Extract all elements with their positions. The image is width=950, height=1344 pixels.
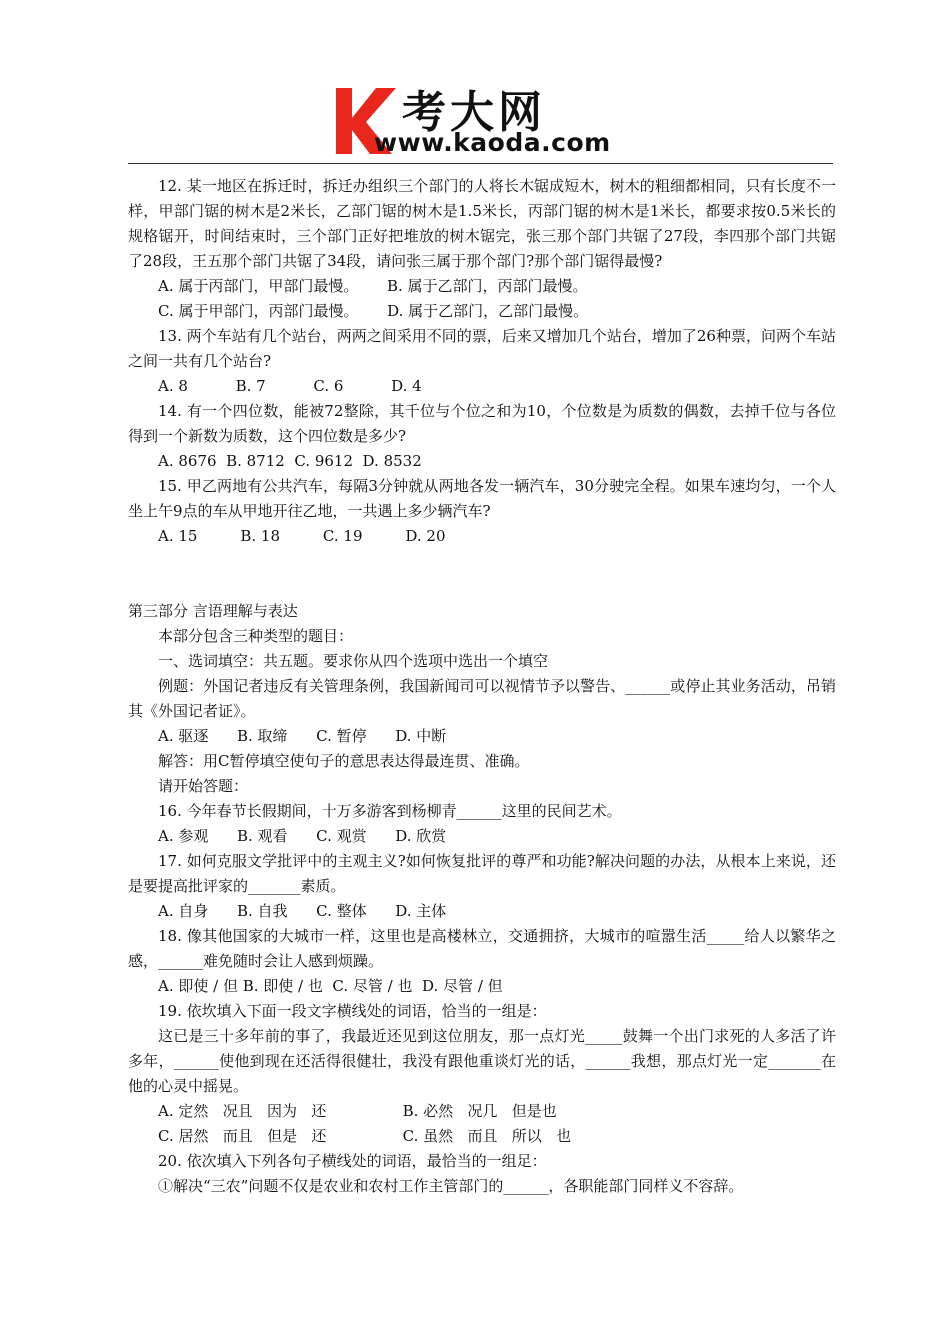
section-gap (128, 549, 836, 599)
question-17-options: A. 自身 B. 自我 C. 整体 D. 主体 (158, 902, 447, 920)
header-divider (128, 163, 833, 164)
example-answer: 解答：用C暂停填空使句子的意思表达得最连贯、准确。 (158, 752, 530, 770)
question-14-options: A. 8676 B. 8712 C. 9612 D. 8532 (158, 452, 422, 470)
logo-chinese-name: 考大网 (402, 87, 546, 138)
kaoda-logo (330, 78, 660, 158)
question-18-stem: 18. 像其他国家的大城市一样，这里也是高楼林立，交通拥挤，大城市的喧嚣生活_____给人以繁华之感，______难免随时会让人感到烦躁。 (128, 927, 836, 970)
question-20-item-1: ①解决“三农”问题不仅是农业和农村工作主管部门的______，各职能部门同样义不容辞。 (158, 1177, 744, 1195)
part-3-title: 第三部分 言语理解与表达 (128, 602, 298, 620)
question-12-stem: 12. 某一地区在拆迁时，拆迁办组织三个部门的人将长木锯成短木，树木的粗细都相同，只有长度不一样，甲部门锯的树木是2米长，乙部门锯的树木是1.5米长，丙部门锯的树木是1米长，都要求按0.5米长的规格锯开，时间结束时，三个部门正好把堆放的树木锯完，张三那个部门共锯了27段，李四那个部门共锯了28段，王五那个部门共锯了34段，请问张三属于那个部门?那个部门锯得最慢? (128, 177, 836, 270)
question-12-options-2: C. 属于甲部门，丙部门最慢。 D. 属于乙部门，乙部门最慢。 (158, 302, 589, 320)
question-15-stem: 15. 甲乙两地有公共汽车，每隔3分钟就从两地各发一辆汽车，30分驶完全程。如果车速均匀，一个人坐上午9点的车从甲地开往乙地，一共遇上多少辆汽车? (128, 477, 836, 520)
question-16-options: A. 参观 B. 观看 C. 观赏 D. 欣赏 (158, 827, 447, 845)
question-19-passage: 这已是三十多年前的事了，我最近还见到这位朋友，那一点灯光_____鼓舞一个出门求死的人多活了许多年，______使他到现在还活得很健壮，我没有跟他重谈灯光的话，______我想，那点灯光一定_______在他的心灵中摇晃。 (128, 1027, 836, 1095)
question-19-stem: 19. 依坎填入下面一段文字横线处的词语，恰当的一组是： (158, 1002, 547, 1020)
question-16-stem: 16. 今年春节长假期间，十万多游客到杨柳青______这里的民间艺术。 (158, 802, 622, 820)
example-options: A. 驱逐 B. 取缔 C. 暂停 D. 中断 (158, 727, 447, 745)
part-3-type-1: 一、选词填空：共五题。要求你从四个选项中选出一个填空 (158, 652, 549, 670)
question-19-options-2: C. 居然 而且 但是 还 C. 虽然 而且 所以 也 (158, 1127, 572, 1145)
question-15-options: A. 15 B. 18 C. 19 D. 20 (158, 527, 446, 545)
part-3-intro: 本部分包含三种类型的题目： (158, 627, 354, 645)
question-14-stem: 14. 有一个四位数，能被72整除，其千位与个位之和为10，个位数是为质数的偶数，去掉千位与各位得到一个新数为质数，这个四位数是多少? (128, 402, 836, 445)
logo-url: www.kaoda.com (374, 128, 611, 157)
question-20-stem: 20. 依次填入下列各句子横线处的词语，最恰当的一组足： (158, 1152, 547, 1170)
question-17-stem: 17. 如何克服文学批评中的主观主义?如何恢复批评的尊严和功能?解决问题的办法，从根本上来说，还是要提高批评家的_______素质。 (128, 852, 836, 895)
question-18-options: A. 即使 / 但 B. 即使 / 也 C. 尽管 / 也 D. 尽管 / 但 (158, 977, 503, 995)
question-19-options-1: A. 定然 况且 因为 还 B. 必然 况几 但是也 (158, 1102, 557, 1120)
page-content (128, 174, 836, 1199)
start-instruction: 请开始答题： (158, 777, 249, 795)
question-13-options: A. 8 B. 7 C. 6 D. 4 (158, 377, 422, 395)
question-13-stem: 13. 两个车站有几个站台，两两之间采用不同的票，后来又增加几个站台，增加了26种票，问两个车站之间一共有几个站台? (128, 327, 836, 370)
question-12-options-1: A. 属于丙部门，甲部门最慢。 B. 属于乙部门，丙部门最慢。 (158, 277, 588, 295)
example-question: 例题：外国记者违反有关管理条例，我国新闻司可以视情节予以警告、______或停止其业务活动，吊销其《外国记者证》。 (128, 677, 836, 720)
